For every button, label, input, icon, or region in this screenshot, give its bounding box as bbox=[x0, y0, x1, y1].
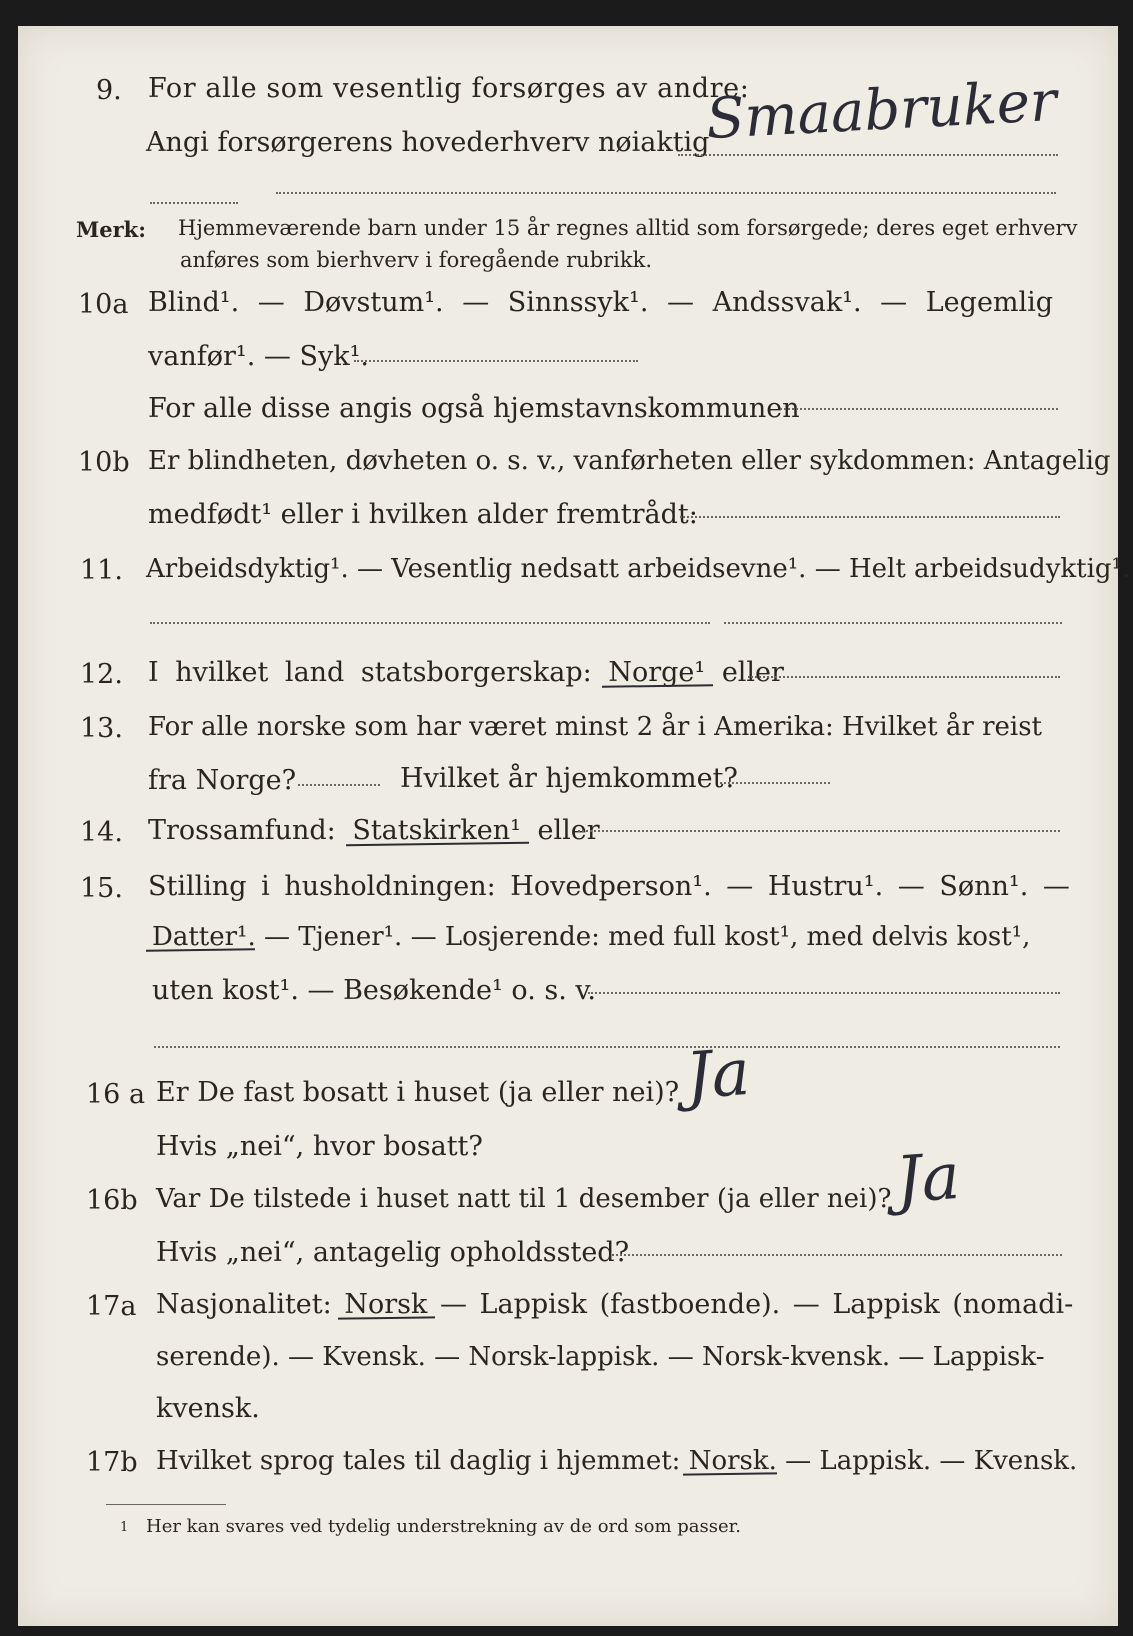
q17a-pre: Nasjonalitet: bbox=[156, 1289, 332, 1320]
q13-line2a: fra Norge? bbox=[148, 765, 297, 796]
q16b-line1: Var De tilstede i huset natt til 1 desember (ja eller nei)? bbox=[156, 1184, 892, 1214]
q12-line bbox=[148, 656, 784, 690]
q15-line3-dots bbox=[588, 992, 1060, 994]
q16b-line2-dots bbox=[612, 1254, 1062, 1256]
q17b-choice-underlined: Norsk bbox=[688, 1446, 769, 1476]
q16a-number: 16 a bbox=[86, 1079, 146, 1110]
q9-line1: For alle som vesentlig forsørges av andre: bbox=[148, 73, 750, 104]
q12-choice-underlined: Norge¹ bbox=[608, 657, 706, 688]
q10a-line3-dots bbox=[780, 408, 1058, 410]
q10b-line2-dots bbox=[680, 516, 1060, 518]
q13-dots-b bbox=[720, 782, 830, 784]
q15-line2 bbox=[152, 920, 1030, 954]
q17b-line bbox=[156, 1444, 1077, 1478]
q16a-line1: Er De fast bosatt i huset (ja eller nei)? bbox=[156, 1077, 680, 1108]
q13-line1: For alle norske som har været minst 2 år i Amerika: Hvilket år reist bbox=[148, 712, 1042, 742]
q17b-pre: Hvilket sprog tales til daglig i hjemmet: bbox=[156, 1446, 681, 1476]
q17b-post: . — Lappisk. — Kvensk. bbox=[768, 1446, 1078, 1476]
q11-extra-line-a bbox=[150, 622, 710, 624]
q15-line2-rest: . — Tjener¹. — Losjerende: med full kost¹, med delvis kost¹, bbox=[247, 922, 1031, 952]
q17a-number: 17a bbox=[86, 1291, 137, 1322]
q11-number: 11. bbox=[80, 555, 123, 586]
q15-extra-line bbox=[154, 1046, 1060, 1048]
q12-dots bbox=[748, 676, 1060, 678]
footnote-text: Her kan svares ved tydelig understrekning av de ord som passer. bbox=[146, 1516, 741, 1537]
q14-dots bbox=[578, 830, 1060, 832]
q9-answer-line bbox=[678, 154, 1058, 156]
census-form-page bbox=[18, 26, 1131, 1626]
footnote-mark: 1 bbox=[120, 1520, 129, 1535]
q12-post: eller bbox=[721, 657, 784, 688]
q10a-line2-dots bbox=[354, 360, 638, 362]
q15-line3: uten kost¹. — Besøkende¹ o. s. v. bbox=[152, 975, 597, 1006]
q10a-line3: For alle disse angis også hjemstavnskommunen bbox=[148, 393, 800, 424]
q12-number: 12. bbox=[80, 659, 123, 690]
q16a-line2: Hvis „nei“, hvor bosatt? bbox=[156, 1131, 483, 1162]
q16b-handwritten-answer: Ja bbox=[893, 1139, 963, 1219]
q10a-line1: Blind¹. — Døvstum¹. — Sinnssyk¹. — Andssvak¹. — Legemlig bbox=[148, 287, 1054, 318]
merk-label: Merk: bbox=[76, 217, 146, 242]
q9-handwritten-answer: Smaabruker bbox=[704, 68, 1059, 153]
q15-choice-underlined: Datter¹ bbox=[152, 922, 248, 952]
q17a-line3: kvensk. bbox=[156, 1393, 260, 1424]
q15-number: 15. bbox=[80, 873, 123, 904]
q15-line1: Stilling i husholdningen: Hovedperson¹. — Hustru¹. — Sønn¹. — bbox=[148, 871, 1070, 902]
merk-line1: Hjemmeværende barn under 15 år regnes alltid som forsørgede; deres eget erhverv bbox=[178, 216, 1078, 240]
q10b-number: 10b bbox=[78, 447, 130, 478]
q11-extra-line-b bbox=[724, 622, 1062, 624]
q9-line2 bbox=[146, 126, 709, 160]
q13-line2b: Hvilket år hjemkommet? bbox=[400, 763, 738, 794]
q10a-number: 10a bbox=[78, 289, 129, 320]
q16b-number: 16b bbox=[86, 1185, 138, 1216]
q14-post: eller bbox=[537, 815, 600, 846]
q10a-line2: vanfør¹. — Syk¹. bbox=[148, 341, 369, 372]
q14-number: 14. bbox=[80, 817, 123, 848]
q12-pre: I hvilket land statsborgerskap: bbox=[148, 657, 592, 688]
q17a-choice-underlined: Norsk bbox=[344, 1289, 428, 1320]
q13-dots-a bbox=[298, 784, 380, 786]
q17a-line1 bbox=[156, 1288, 1073, 1322]
q11-line1: Arbeidsdyktig¹. — Vesentlig nedsatt arbeidsevne¹. — Helt arbeidsudyktig¹. bbox=[146, 554, 1131, 584]
footnote-divider bbox=[106, 1504, 226, 1505]
q10b-line2: medfødt¹ eller i hvilken alder fremtrådt: bbox=[148, 499, 698, 530]
q17b-number: 17b bbox=[86, 1447, 138, 1478]
q17a-line2: serende). — Kvensk. — Norsk-lappisk. — Norsk-kvensk. — Lappisk- bbox=[156, 1342, 1045, 1372]
q9-line2-text: Angi forsørgerens hovederhverv nøiaktig bbox=[146, 127, 710, 158]
q10b-line1: Er blindheten, døvheten o. s. v., vanførheten eller sykdommen: Antagelig bbox=[148, 446, 1111, 476]
q17a-line1-rest: — Lappisk (fastboende). — Lappisk (nomadi- bbox=[439, 1289, 1074, 1320]
q9-extra-line-b bbox=[276, 192, 1056, 194]
q14-line bbox=[148, 814, 600, 848]
q9-number: 9. bbox=[96, 75, 122, 106]
q14-choice-underlined: Statskirken¹ bbox=[352, 815, 521, 846]
q16a-handwritten-answer: Ja bbox=[683, 1035, 753, 1115]
q14-pre: Trossamfund: bbox=[148, 815, 336, 846]
merk-line2: anføres som bierhverv i foregående rubrikk. bbox=[180, 248, 653, 272]
q13-number: 13. bbox=[80, 713, 123, 744]
q9-extra-line-a bbox=[150, 202, 238, 204]
q16b-line2: Hvis „nei“, antagelig opholdssted? bbox=[156, 1237, 630, 1268]
